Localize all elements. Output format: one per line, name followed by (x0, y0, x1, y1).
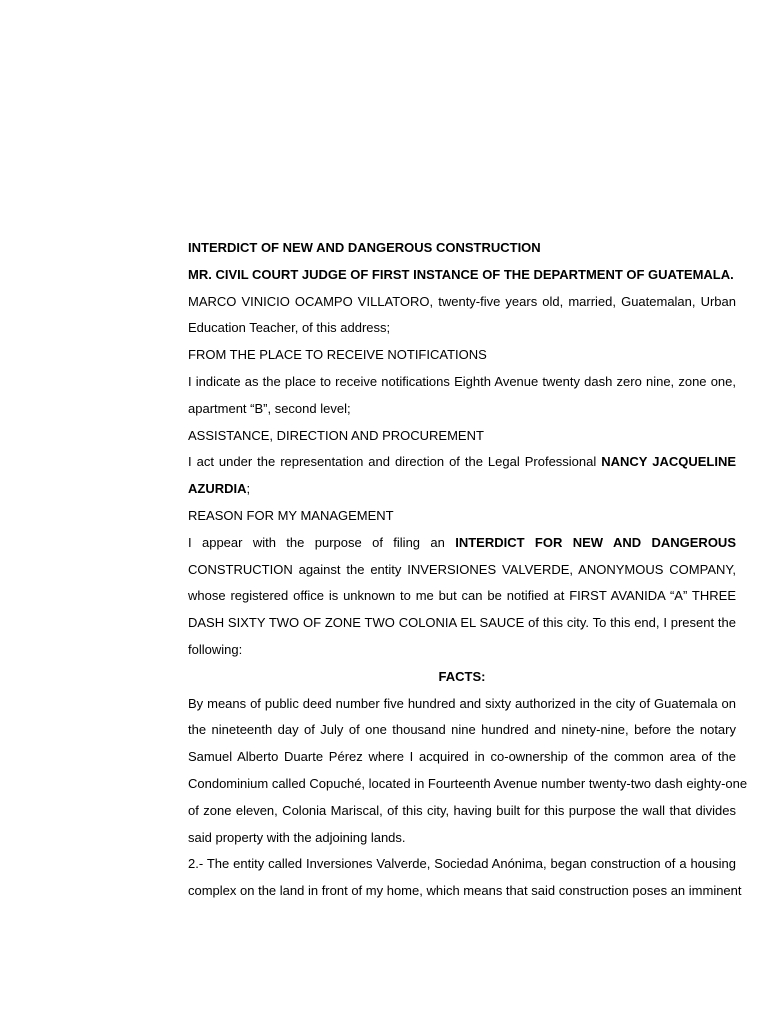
notifications-paragraph-line: apartment “B”, second level; (188, 400, 351, 416)
reason-text: I appear with the purpose of filing an (188, 534, 456, 550)
document-title: INTERDICT OF NEW AND DANGEROUS CONSTRUCTION (188, 240, 541, 255)
section-heading-reason: REASON FOR MY MANAGEMENT (188, 507, 394, 523)
interdict-bold-text: INTERDICT FOR NEW AND DANGEROUS (455, 534, 736, 550)
fact1-paragraph-line: of zone eleven, Colonia Mariscal, of this city, having built for this purpose the wall that divides (188, 802, 736, 818)
fact1-paragraph-line: Condominium called Copuché, located in Fourteenth Avenue number twenty-two dash eighty-one (188, 775, 748, 791)
reason-paragraph-line: following: (188, 641, 243, 657)
notifications-paragraph-line: I indicate as the place to receive notifications Eighth Avenue twenty dash zero nine, zone one, (188, 373, 736, 389)
intro-paragraph-line: MARCO VINICIO OCAMPO VILLATORO, twenty-five years old, married, Guatemalan, Urban (188, 293, 736, 309)
fact2-paragraph-line: complex on the land in front of my home, which means that said construction poses an imminent (188, 883, 742, 899)
document-page (188, 235, 748, 905)
assistance-paragraph-line (188, 476, 736, 503)
lawyer-surname: AZURDIA (188, 481, 247, 497)
reason-paragraph-line: DASH SIXTY TWO OF ZONE TWO COLONIA EL SAUCE of this city. To this end, I present the (188, 615, 736, 631)
fact1-paragraph-line: said property with the adjoining lands. (188, 829, 406, 845)
fact2-paragraph-line: 2.- The entity called Inversiones Valverde, Sociedad Anónima, began construction of a housing (188, 856, 736, 872)
assistance-text: I act under the representation and direction of the Legal Professional (188, 454, 602, 470)
fact1-paragraph-line: the nineteenth day of July of one thousand nine hundred and ninety-nine, before the notary (188, 722, 736, 738)
reason-paragraph-line: CONSTRUCTION against the entity INVERSIONES VALVERDE, ANONYMOUS COMPANY, (188, 561, 736, 577)
assistance-paragraph-line (188, 449, 736, 476)
intro-paragraph-line: Education Teacher, of this address; (188, 320, 391, 336)
assistance-text-end: ; (246, 481, 251, 497)
fact1-paragraph-line: Samuel Alberto Duarte Pérez where I acquired in co-ownership of the common area of the (188, 749, 736, 765)
section-heading-notifications: FROM THE PLACE TO RECEIVE NOTIFICATIONS (188, 347, 487, 363)
reason-paragraph-line: whose registered office is unknown to me but can be notified at FIRST AVANIDA “A” THREE (188, 588, 736, 604)
section-heading-assistance: ASSISTANCE, DIRECTION AND PROCUREMENT (188, 427, 484, 443)
fact1-paragraph-line: By means of public deed number five hundred and sixty authorized in the city of Guatemala on (188, 695, 736, 711)
lawyer-name: NANCY JACQUELINE (601, 454, 737, 470)
facts-heading: FACTS: (438, 668, 486, 684)
reason-paragraph-line (188, 530, 736, 557)
addressee-line: MR. CIVIL COURT JUDGE OF FIRST INSTANCE OF THE DEPARTMENT OF GUATEMALA. (188, 266, 734, 282)
